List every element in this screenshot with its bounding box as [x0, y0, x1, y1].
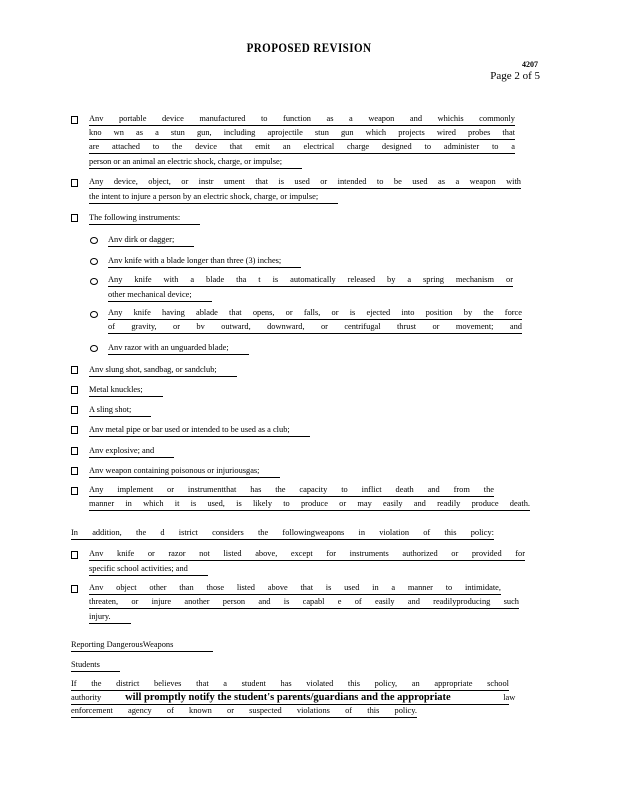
page-number: Page 2 of 5: [490, 70, 540, 82]
checkbox-icon: [71, 179, 78, 187]
list-item: [89, 582, 519, 625]
sub-list-item: [108, 254, 301, 269]
circle-bullet-icon: [90, 258, 98, 265]
text-line: Anv knife or razor not listed above, except for instruments authorized or provided for: [89, 548, 525, 561]
addition-paragraph: [71, 527, 494, 541]
text-line: Anv object other than those listed above that is used in a manner to intimidate,: [89, 582, 501, 595]
text-line: Anv razor with an unguarded blade;: [108, 342, 249, 355]
checkbox-icon: [71, 551, 78, 559]
checkbox-icon: [71, 386, 78, 394]
sub-list-item: [108, 307, 522, 335]
text-line: manner in which it is used, is likely to produce or may easily and readily produce death.: [89, 498, 530, 511]
text-line: kno wn as a stun gun, including aprojectile stun gun which projects wired probes that: [89, 127, 515, 140]
text-line: Anv dirk or dagger;: [108, 234, 194, 247]
circle-bullet-icon: [90, 311, 98, 318]
text-line: Anv knife with a blade longer than three (3) inches;: [108, 255, 301, 268]
policy-code: 4207: [522, 60, 538, 69]
text-line: [71, 692, 516, 705]
checkbox-icon: [71, 447, 78, 455]
text-line: person or an animal an electric shock, charge, or impulse;: [89, 156, 302, 169]
checkbox-icon: [71, 426, 78, 434]
page-title: PROPOSED REVISION: [246, 40, 372, 55]
text-line: specific school activities; and: [89, 563, 208, 576]
list-item: [89, 423, 310, 438]
list-item: [89, 383, 163, 398]
reporting-paragraph: [71, 678, 516, 719]
text-line: enforcement agency of known or suspected violations of this policy.: [71, 705, 417, 718]
text-line: injury.: [89, 611, 131, 624]
list-item: [89, 176, 521, 205]
text-line: threaten, or injure another person and is capabl e of easily and readilyproducing such: [89, 596, 519, 609]
text-line: In addition, the d istrict considers the followingweapons in violation of this policy:: [71, 527, 494, 540]
text-line: Anv slung shot, sandbag, or sandclub;: [89, 364, 237, 377]
checkbox-icon: [71, 487, 78, 495]
list-item: [89, 464, 280, 479]
text-line: A sling shot;: [89, 404, 151, 417]
sub-list-item: [108, 341, 249, 356]
reporting-heading: [71, 638, 213, 653]
checkbox-icon: [71, 214, 78, 222]
text-line: Anv weapon containing poisonous or injuriousgas;: [89, 465, 280, 478]
text-line: Any knife having ablade that opens, or falls, or is ejected into position by the force: [108, 307, 522, 320]
students-subheading: [71, 658, 120, 673]
text-line: Any device, object, or instr ument that is used or intended to be used as a weapon with: [89, 176, 521, 189]
section-subheading: Students: [71, 659, 120, 672]
text-line: other mechanical device;: [108, 289, 212, 302]
text-line: Metal knuckles;: [89, 384, 163, 397]
checkbox-icon: [71, 585, 78, 593]
list-item: [89, 113, 515, 170]
checkbox-icon: [71, 406, 78, 414]
list-item: [89, 444, 174, 459]
text-line: Any knife with a blade tha t is automatically released by a spring mechanism or: [108, 274, 513, 287]
checkbox-icon: [71, 467, 78, 475]
section-heading: Reporting DangerousWeapons: [71, 639, 213, 652]
text-line: Any implement or instrumentthat has the capacity to inflict death and from the: [89, 484, 494, 497]
circle-bullet-icon: [90, 278, 98, 285]
text-fragment: authority: [71, 693, 102, 702]
text-line: Anv explosive; and: [89, 445, 174, 458]
checkbox-icon: [71, 366, 78, 374]
text-line: Anv metal pipe or bar used or intended to be used as a club;: [89, 424, 310, 437]
text-line: are attached to the device that emit an electrical charge designed to administer to a: [89, 141, 515, 154]
text-line: of gravity, or bv outward, downward, or centrifugal thrust or movement; and: [108, 321, 522, 334]
text-line: Anv portable device manufactured to function as a weapon and whichis commonly: [89, 113, 515, 126]
text-line: the intent to injure a person by an electric shock, charge, or impulse;: [89, 191, 338, 204]
list-item: [89, 484, 530, 512]
text-line: If the district believes that a student has violated this policy, an appropriate school: [71, 678, 509, 691]
list-item: [89, 363, 237, 378]
sub-list-item: [108, 274, 513, 303]
circle-bullet-icon: [90, 345, 98, 352]
sub-list-item: [108, 233, 194, 248]
list-item: [89, 211, 200, 226]
list-item: [89, 403, 151, 418]
emphasized-text: will promptly notify the student's parents/guardians and the appropriate: [125, 692, 451, 703]
circle-bullet-icon: [90, 237, 98, 244]
checkbox-icon: [71, 116, 78, 124]
text-line: The following instruments:: [89, 212, 200, 225]
list-item: [89, 548, 525, 577]
text-fragment: law: [503, 693, 516, 702]
